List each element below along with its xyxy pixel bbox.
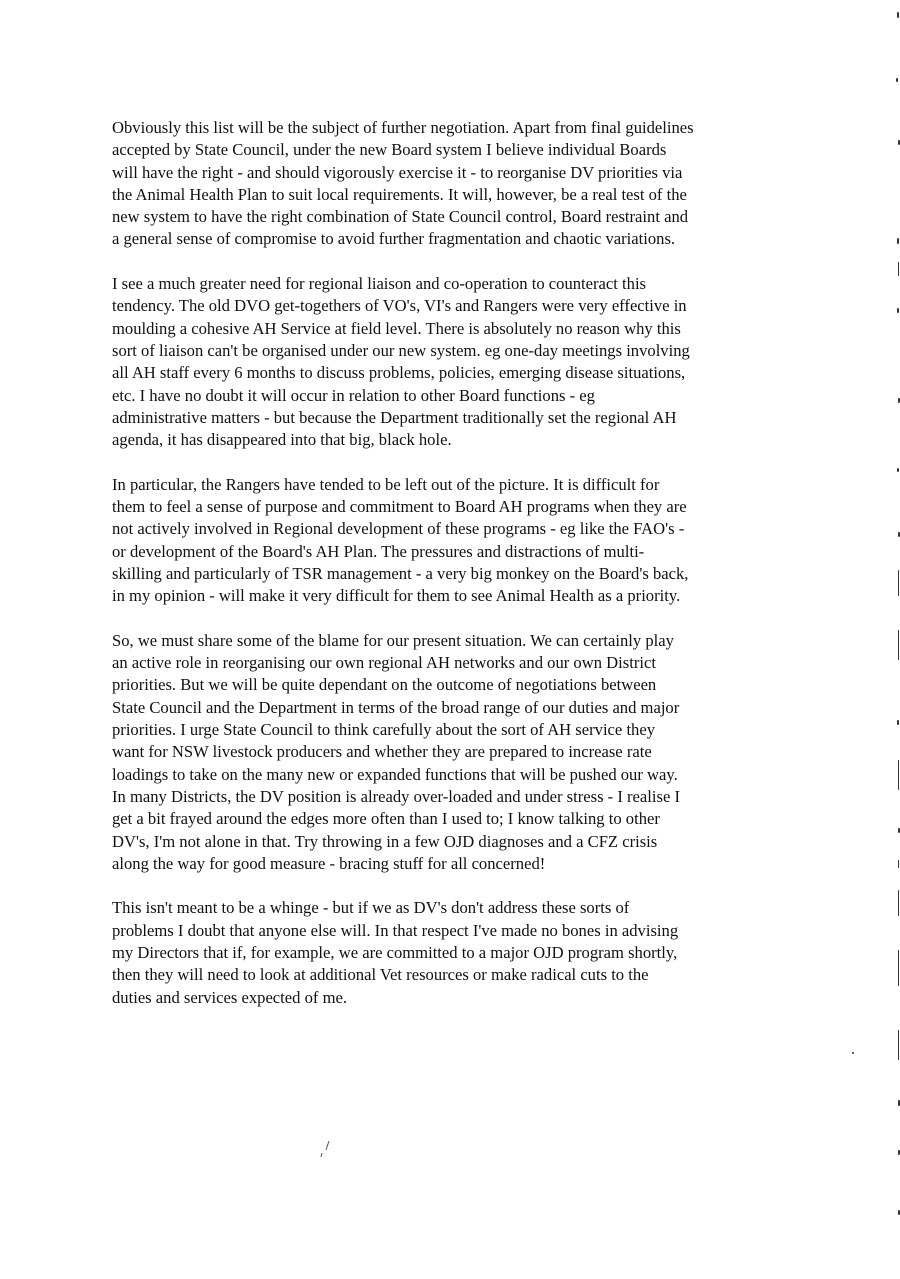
text-line: So, we must share some of the blame for our present situation. We can certainly play	[112, 630, 674, 650]
text-line: Obviously this list will be the subject of further negotiation. Apart from final guidelines	[112, 118, 694, 137]
scan-speck	[898, 570, 899, 596]
scan-speck	[898, 860, 899, 868]
text-line: problems I doubt that anyone else will. In that respect I've made no bones in advising	[112, 920, 679, 940]
text-line: accepted by State Council, under the new Board system I believe individual Boards	[112, 140, 667, 160]
paragraph-5	[112, 897, 802, 1008]
scan-speck	[898, 630, 899, 660]
scan-speck	[897, 12, 899, 18]
text-line: agenda, it has disappeared into that big, black hole.	[112, 430, 452, 450]
text-line: not actively involved in Regional development of these programs - eg like the FAO's -	[112, 519, 685, 539]
text-line: moulding a cohesive AH Service at field level. There is absolutely no reason why this	[112, 318, 681, 338]
text-line: new system to have the right combination of State Council control, Board restraint and	[112, 207, 689, 227]
scan-speck	[898, 890, 899, 916]
text-line: a general sense of compromise to avoid further fragmentation and chaotic variations.	[112, 229, 676, 249]
text-line: priorities. But we will be quite dependant on the outcome of negotiations between	[112, 675, 657, 695]
text-line: the Animal Health Plan to suit local requirements. It will, however, be a real test of the	[112, 184, 687, 204]
text-line: in my opinion - will make it very difficult for them to see Animal Health as a priority.	[112, 586, 681, 606]
text-line: In many Districts, the DV position is already over-loaded and under stress - I realise I	[112, 786, 681, 806]
text-line: along the way for good measure - bracing stuff for all concerned!	[112, 853, 546, 873]
text-line: etc. I have no doubt it will occur in relation to other Board functions - eg	[112, 385, 595, 405]
scan-speck	[897, 468, 899, 472]
paragraph-2	[112, 273, 802, 451]
scan-speck	[896, 78, 898, 82]
text-line: get a bit frayed around the edges more often than I used to; I know talking to other	[112, 809, 660, 829]
scan-speck	[852, 1052, 854, 1054]
text-line: sort of liaison can't be organised under our new system. eg one-day meetings involving	[112, 340, 690, 360]
text-line: In particular, the Rangers have tended to be left out of the picture. It is difficult for	[112, 474, 660, 494]
text-line: then they will need to look at additional Vet resources or make radical cuts to the	[112, 965, 649, 985]
pen-mark	[318, 1140, 332, 1160]
text-line: will have the right - and should vigorously exercise it - to reorganise DV priorities via	[112, 162, 683, 182]
text-line: them to feel a sense of purpose and commitment to Board AH programs when they are	[112, 497, 687, 517]
scan-speck	[898, 760, 899, 790]
scan-speck	[898, 950, 899, 986]
text-line: State Council and the Department in terms of the broad range of our duties and major	[112, 697, 680, 717]
text-line: DV's, I'm not alone in that. Try throwing in a few OJD diagnoses and a CFZ crisis	[112, 831, 658, 851]
scan-speck	[897, 238, 899, 244]
text-line: an active role in reorganising our own regional AH networks and our own District	[112, 653, 656, 673]
text-line: administrative matters - but because the Department traditionally set the regional AH	[112, 407, 677, 427]
letter-body	[112, 117, 802, 1031]
paragraph-4	[112, 630, 802, 875]
scan-speck	[898, 1030, 899, 1060]
text-line: I see a much greater need for regional liaison and co-operation to counteract this	[112, 274, 647, 294]
text-line: my Directors that if, for example, we are committed to a major OJD program shortly,	[112, 942, 678, 962]
scan-speck	[897, 308, 899, 313]
scan-speck	[897, 720, 899, 725]
paragraph-3	[112, 474, 802, 608]
scan-speck	[898, 262, 899, 276]
text-line: skilling and particularly of TSR management - a very big monkey on the Board's back,	[112, 563, 689, 583]
text-line: tendency. The old DVO get-togethers of VO's, VI's and Rangers were very effective in	[112, 296, 687, 316]
text-line: priorities. I urge State Council to think carefully about the sort of AH service they	[112, 720, 656, 740]
text-line: all AH staff every 6 months to discuss problems, policies, emerging disease situations,	[112, 363, 686, 383]
text-line: or development of the Board's AH Plan. The pressures and distractions of multi-	[112, 541, 645, 561]
text-line: This isn't meant to be a whinge - but if we as DV's don't address these sorts of	[112, 898, 630, 918]
text-line: want for NSW livestock producers and whether they are prepared to increase rate	[112, 742, 652, 762]
text-line: duties and services expected of me.	[112, 987, 347, 1007]
text-line: loadings to take on the many new or expanded functions that will be pushed our way.	[112, 764, 678, 784]
paragraph-1	[112, 117, 802, 251]
